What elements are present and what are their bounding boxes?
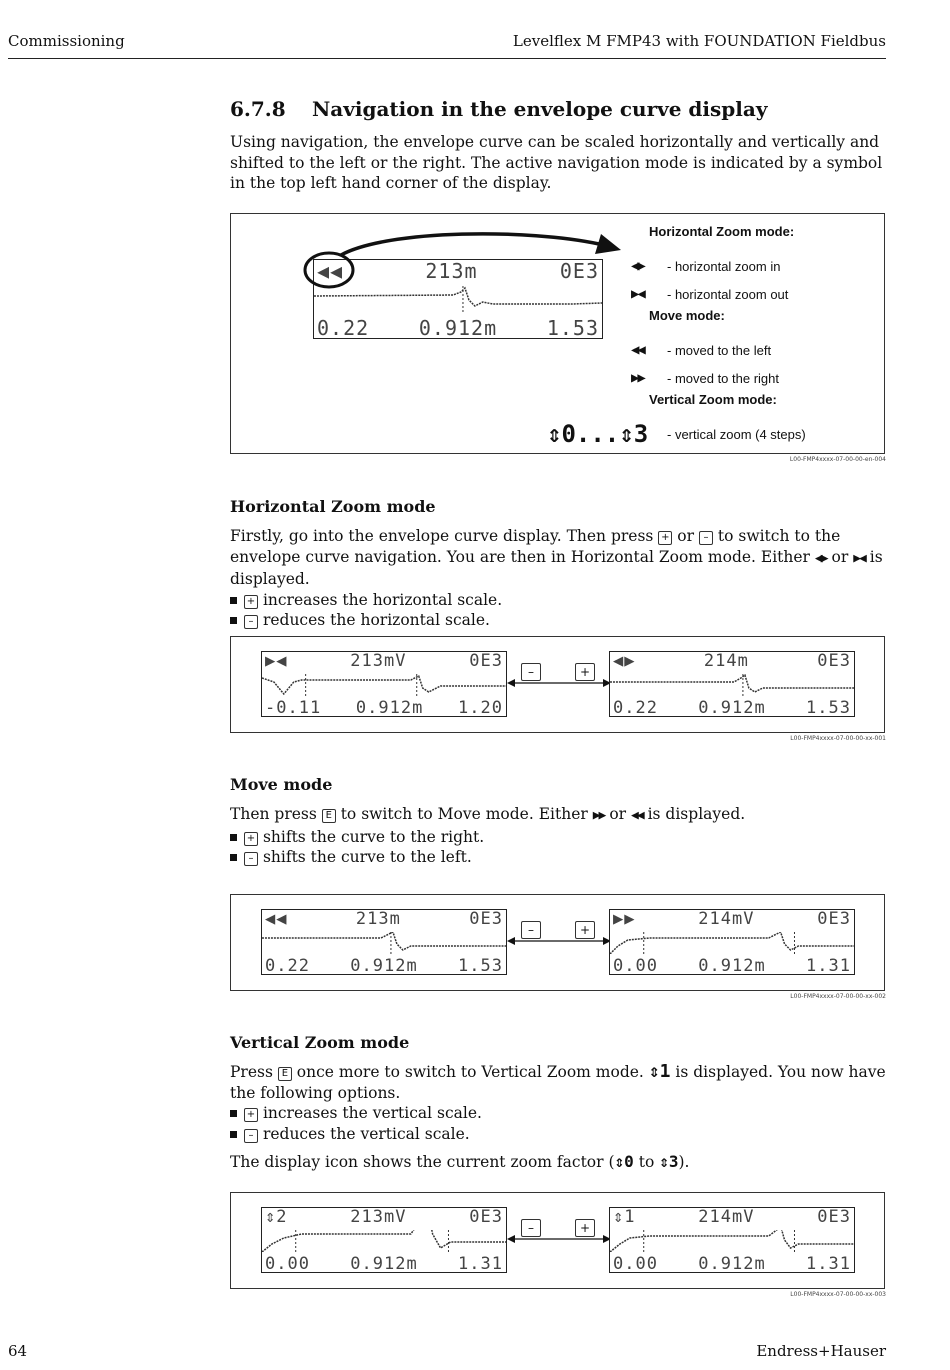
plus-key-icon: +: [575, 663, 595, 681]
hzoom-or: or: [677, 527, 695, 545]
list-item: [230, 1103, 886, 1124]
figure-id: L00-FMP4xxxx-07-00-00-xx-003: [790, 1291, 886, 1298]
plus-key-icon: +: [575, 921, 595, 939]
lcd-distance: 0.912m: [698, 1254, 766, 1274]
move-or: or: [609, 805, 627, 823]
minus-key-icon: –: [244, 615, 258, 629]
callout-arrow: [299, 224, 639, 294]
plus-key-icon: +: [244, 595, 258, 609]
intro-paragraph: Using navigation, the envelope curve can be scaled horizontally and vertically and shifted to the left or the right. The active navigation mode is indicated by a symbol in the top left hand corner of the display.: [230, 133, 883, 192]
lcd-range-start: 0.00: [613, 956, 658, 976]
plus-key-icon: +: [244, 832, 258, 846]
vzoom-text-5: ).: [678, 1153, 690, 1171]
legend-vz-title: Vertical Zoom mode:: [649, 392, 777, 407]
vzoom-bullet-1: increases the vertical scale.: [262, 1104, 482, 1122]
lcd-signal-value: 213m: [355, 909, 401, 929]
lcd-range-start: -0.11: [265, 698, 322, 718]
lcd-display-left: [261, 1207, 507, 1273]
lcd-exponent: 0E3: [817, 909, 851, 929]
minus-key-icon: –: [521, 663, 541, 681]
lcd-display-left: [261, 909, 507, 975]
vertical-zoom-3-icon: ⇕3: [659, 1152, 679, 1171]
vzoom-bullets: [230, 1103, 886, 1144]
move-right-icon: ▶▶: [631, 370, 644, 386]
vzoom-paragraph: [230, 1062, 886, 1173]
lcd-display-right: [609, 651, 855, 717]
lcd-signal-value: 213m: [425, 259, 478, 283]
list-item: [230, 1124, 886, 1145]
legend-move-right: - moved to the right: [667, 370, 779, 386]
vzoom-text-2: once more to switch to Vertical Zoom mode.: [296, 1063, 644, 1081]
move-heading: Move mode: [230, 775, 333, 794]
move-paragraph: [230, 804, 886, 868]
lcd-signal-value: 214m: [703, 651, 749, 671]
plus-key-icon: +: [244, 1108, 258, 1122]
hzoom-text-2: to switch to the envelope curve navigation. You are then in Horizontal Zoom mode. Either: [230, 527, 841, 566]
lcd-distance: 0.912m: [355, 698, 424, 718]
envelope-curve: [262, 1230, 506, 1252]
legend-hz-title: Horizontal Zoom mode:: [649, 224, 795, 239]
minus-key-icon: –: [244, 852, 258, 866]
lcd-signal-value: 214mV: [698, 909, 755, 929]
lcd-range-end: 1.31: [806, 956, 851, 976]
vertical-zoom-0-icon: ⇕0: [614, 1152, 634, 1171]
vertical-zoom-icon: ⇕1: [648, 1061, 671, 1082]
legend-hz-out: - horizontal zoom out: [667, 286, 789, 302]
envelope-curve: [262, 932, 506, 954]
zoom-out-icon: ▶◀: [631, 286, 644, 302]
lcd-range-end: 1.53: [806, 698, 851, 718]
zoom-in-icon: ◀▶: [814, 550, 827, 566]
page-number: 64: [8, 1342, 28, 1360]
lcd-distance: 0.912m: [350, 956, 418, 976]
header-section-label: Commissioning: [8, 32, 125, 50]
move-left-icon: ◀◀: [631, 342, 644, 358]
legend-vz: - vertical zoom (4 steps): [667, 426, 806, 442]
lcd-range-end: 1.53: [546, 316, 599, 340]
lcd-signal-value: 213mV: [350, 651, 407, 671]
section-title: Navigation in the envelope curve display: [312, 97, 768, 121]
header-product-title: Levelflex M FMP43 with FOUNDATION Fieldbus: [512, 32, 886, 50]
lcd-distance: 0.912m: [698, 698, 766, 718]
lcd-range-start: 0.22: [613, 698, 658, 718]
hzoom-paragraph: [230, 526, 886, 631]
move-bullet-1: shifts the curve to the right.: [262, 827, 485, 846]
lcd-mode-icon: ▶▶: [613, 909, 636, 929]
lcd-signal-value: 214mV: [698, 1207, 755, 1227]
lcd-signal-value: 213mV: [350, 1207, 407, 1227]
lcd-mode-icon: ◀◀: [317, 259, 344, 283]
figure-vzoom: [230, 1192, 885, 1289]
figure-move: [230, 894, 885, 991]
lcd-display-right: [609, 909, 855, 975]
legend-move-left: - moved to the left: [667, 342, 772, 358]
minus-key-icon: –: [244, 1129, 258, 1143]
lcd-exponent: 0E3: [469, 1207, 503, 1227]
vzoom-text-4: The display icon shows the current zoom factor (: [230, 1153, 615, 1171]
lcd-distance: 0.912m: [418, 316, 498, 340]
lcd-range-end: 1.31: [458, 1254, 503, 1274]
hzoom-bullet-2: reduces the horizontal scale.: [262, 611, 490, 629]
enter-key-icon: E: [278, 1067, 292, 1081]
list-item: [230, 847, 886, 868]
figure-id: L00-FMP4xxxx-07-00-00-en-004: [789, 456, 886, 463]
lcd-mode-icon: ⇕2: [265, 1207, 288, 1227]
zoom-out-icon: ▶◀: [853, 550, 865, 566]
hzoom-heading: Horizontal Zoom mode: [230, 497, 436, 516]
zoom-in-icon: ◀▶: [631, 258, 644, 274]
figure-id: L00-FMP4xxxx-07-00-00-xx-002: [790, 993, 886, 1000]
list-item: [230, 590, 886, 611]
lcd-mode-icon: ▶◀: [265, 651, 288, 671]
legend-hz-in: - horizontal zoom in: [667, 258, 781, 274]
minus-key-icon: –: [699, 531, 713, 545]
hzoom-bullets: [230, 590, 886, 631]
envelope-curve: [610, 1230, 854, 1252]
plus-key-icon: +: [658, 531, 672, 545]
lcd-mode-icon: ◀◀: [265, 909, 288, 929]
brand-name: Endress+Hauser: [756, 1342, 886, 1360]
hzoom-text-3: is displayed.: [230, 547, 883, 588]
lcd-mode-icon: ⇕1: [613, 1207, 636, 1227]
minus-key-icon: –: [521, 1219, 541, 1237]
lcd-exponent: 0E3: [469, 909, 503, 929]
figure-id: L00-FMP4xxxx-07-00-00-xx-001: [790, 735, 886, 742]
lcd-display-left: [261, 651, 507, 717]
move-left-icon: ◀◀: [631, 808, 643, 823]
figure-hzoom: [230, 636, 885, 733]
move-right-icon: ▶▶: [592, 808, 605, 823]
move-text-2: to switch to Move mode. Either: [340, 805, 588, 823]
lcd-range-start: 0.00: [613, 1254, 658, 1274]
lcd-exponent: 0E3: [817, 1207, 851, 1227]
list-item: [230, 827, 886, 848]
vertical-zoom-icon: ⇕0...⇕3: [547, 420, 649, 448]
vzoom-factor-line: [230, 1152, 886, 1173]
lcd-range-start: 0.00: [265, 1254, 310, 1274]
lcd-range-start: 0.22: [317, 316, 370, 340]
minus-key-icon: –: [521, 921, 541, 939]
move-bullet-2: shifts the curve to the left.: [262, 848, 472, 866]
hzoom-bullet-1: increases the horizontal scale.: [262, 590, 503, 609]
lcd-exponent: 0E3: [559, 259, 599, 283]
header-rule: [8, 58, 886, 59]
lcd-display-right: [609, 1207, 855, 1273]
lcd-range-end: 1.20: [458, 698, 503, 718]
vzoom-bullet-2: reduces the vertical scale.: [262, 1124, 470, 1143]
section-heading: [230, 97, 767, 121]
section-number: 6.7.8: [230, 97, 286, 121]
vzoom-to: to: [638, 1153, 655, 1171]
envelope-curve: [262, 674, 506, 696]
list-item: [230, 610, 886, 631]
envelope-curve: [610, 932, 854, 954]
vzoom-text-1: Press: [230, 1063, 273, 1081]
lcd-range-end: 1.53: [458, 956, 503, 976]
move-text-3: is displayed.: [647, 805, 746, 823]
hzoom-text-1: Firstly, go into the envelope curve display. Then press: [230, 527, 654, 545]
lcd-distance: 0.912m: [350, 1254, 418, 1274]
enter-key-icon: E: [322, 809, 336, 823]
lcd-exponent: 0E3: [817, 651, 851, 671]
lcd-range-start: 0.22: [265, 956, 310, 976]
lcd-range-end: 1.31: [806, 1254, 851, 1274]
lcd-exponent: 0E3: [469, 651, 503, 671]
envelope-curve: [610, 674, 854, 696]
vzoom-text-3: is displayed. You now have the following options.: [230, 1063, 886, 1102]
move-bullets: [230, 827, 886, 868]
lcd-distance: 0.912m: [698, 956, 766, 976]
figure-navigation-overview: [230, 213, 885, 454]
lcd-mode-icon: ◀▶: [613, 651, 636, 671]
legend-move-title: Move mode:: [649, 308, 725, 323]
plus-key-icon: +: [575, 1219, 595, 1237]
hzoom-or-2: or: [831, 547, 849, 566]
move-text-1: Then press: [230, 805, 317, 823]
vzoom-heading: Vertical Zoom mode: [230, 1033, 410, 1052]
